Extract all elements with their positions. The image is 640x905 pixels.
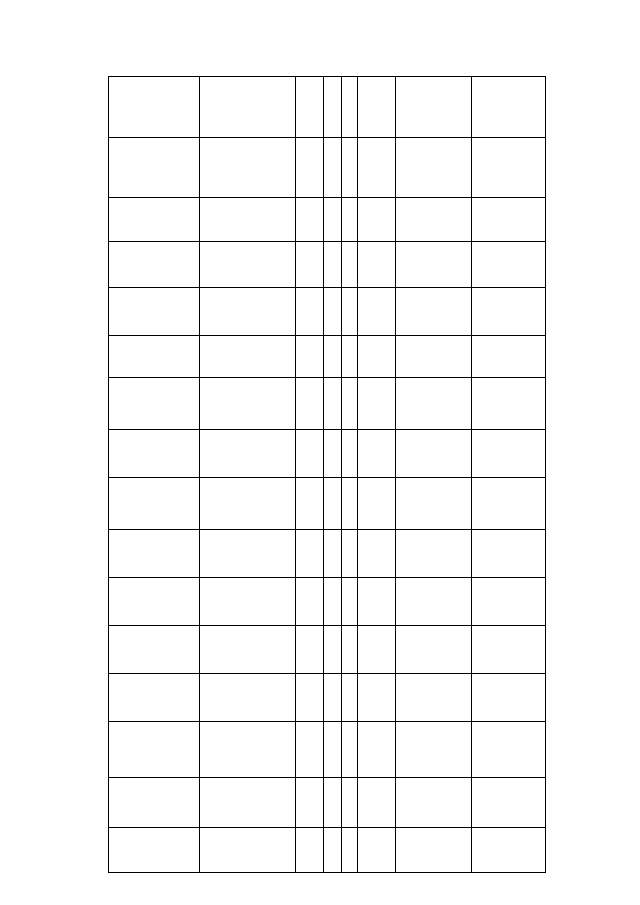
row-divider [109,287,545,288]
row-divider [109,477,545,478]
row-divider [109,577,545,578]
budget-table [108,76,546,873]
page-number [0,36,640,52]
row-divider [109,429,545,430]
table-header-band [109,77,545,138]
row-divider [109,197,545,198]
row-divider [109,721,545,722]
row-divider [109,335,545,336]
row-divider [109,241,545,242]
row-divider [109,777,545,778]
row-divider [109,529,545,530]
row-divider [109,377,545,378]
row-divider [109,827,545,828]
row-divider [109,673,545,674]
row-divider [109,625,545,626]
